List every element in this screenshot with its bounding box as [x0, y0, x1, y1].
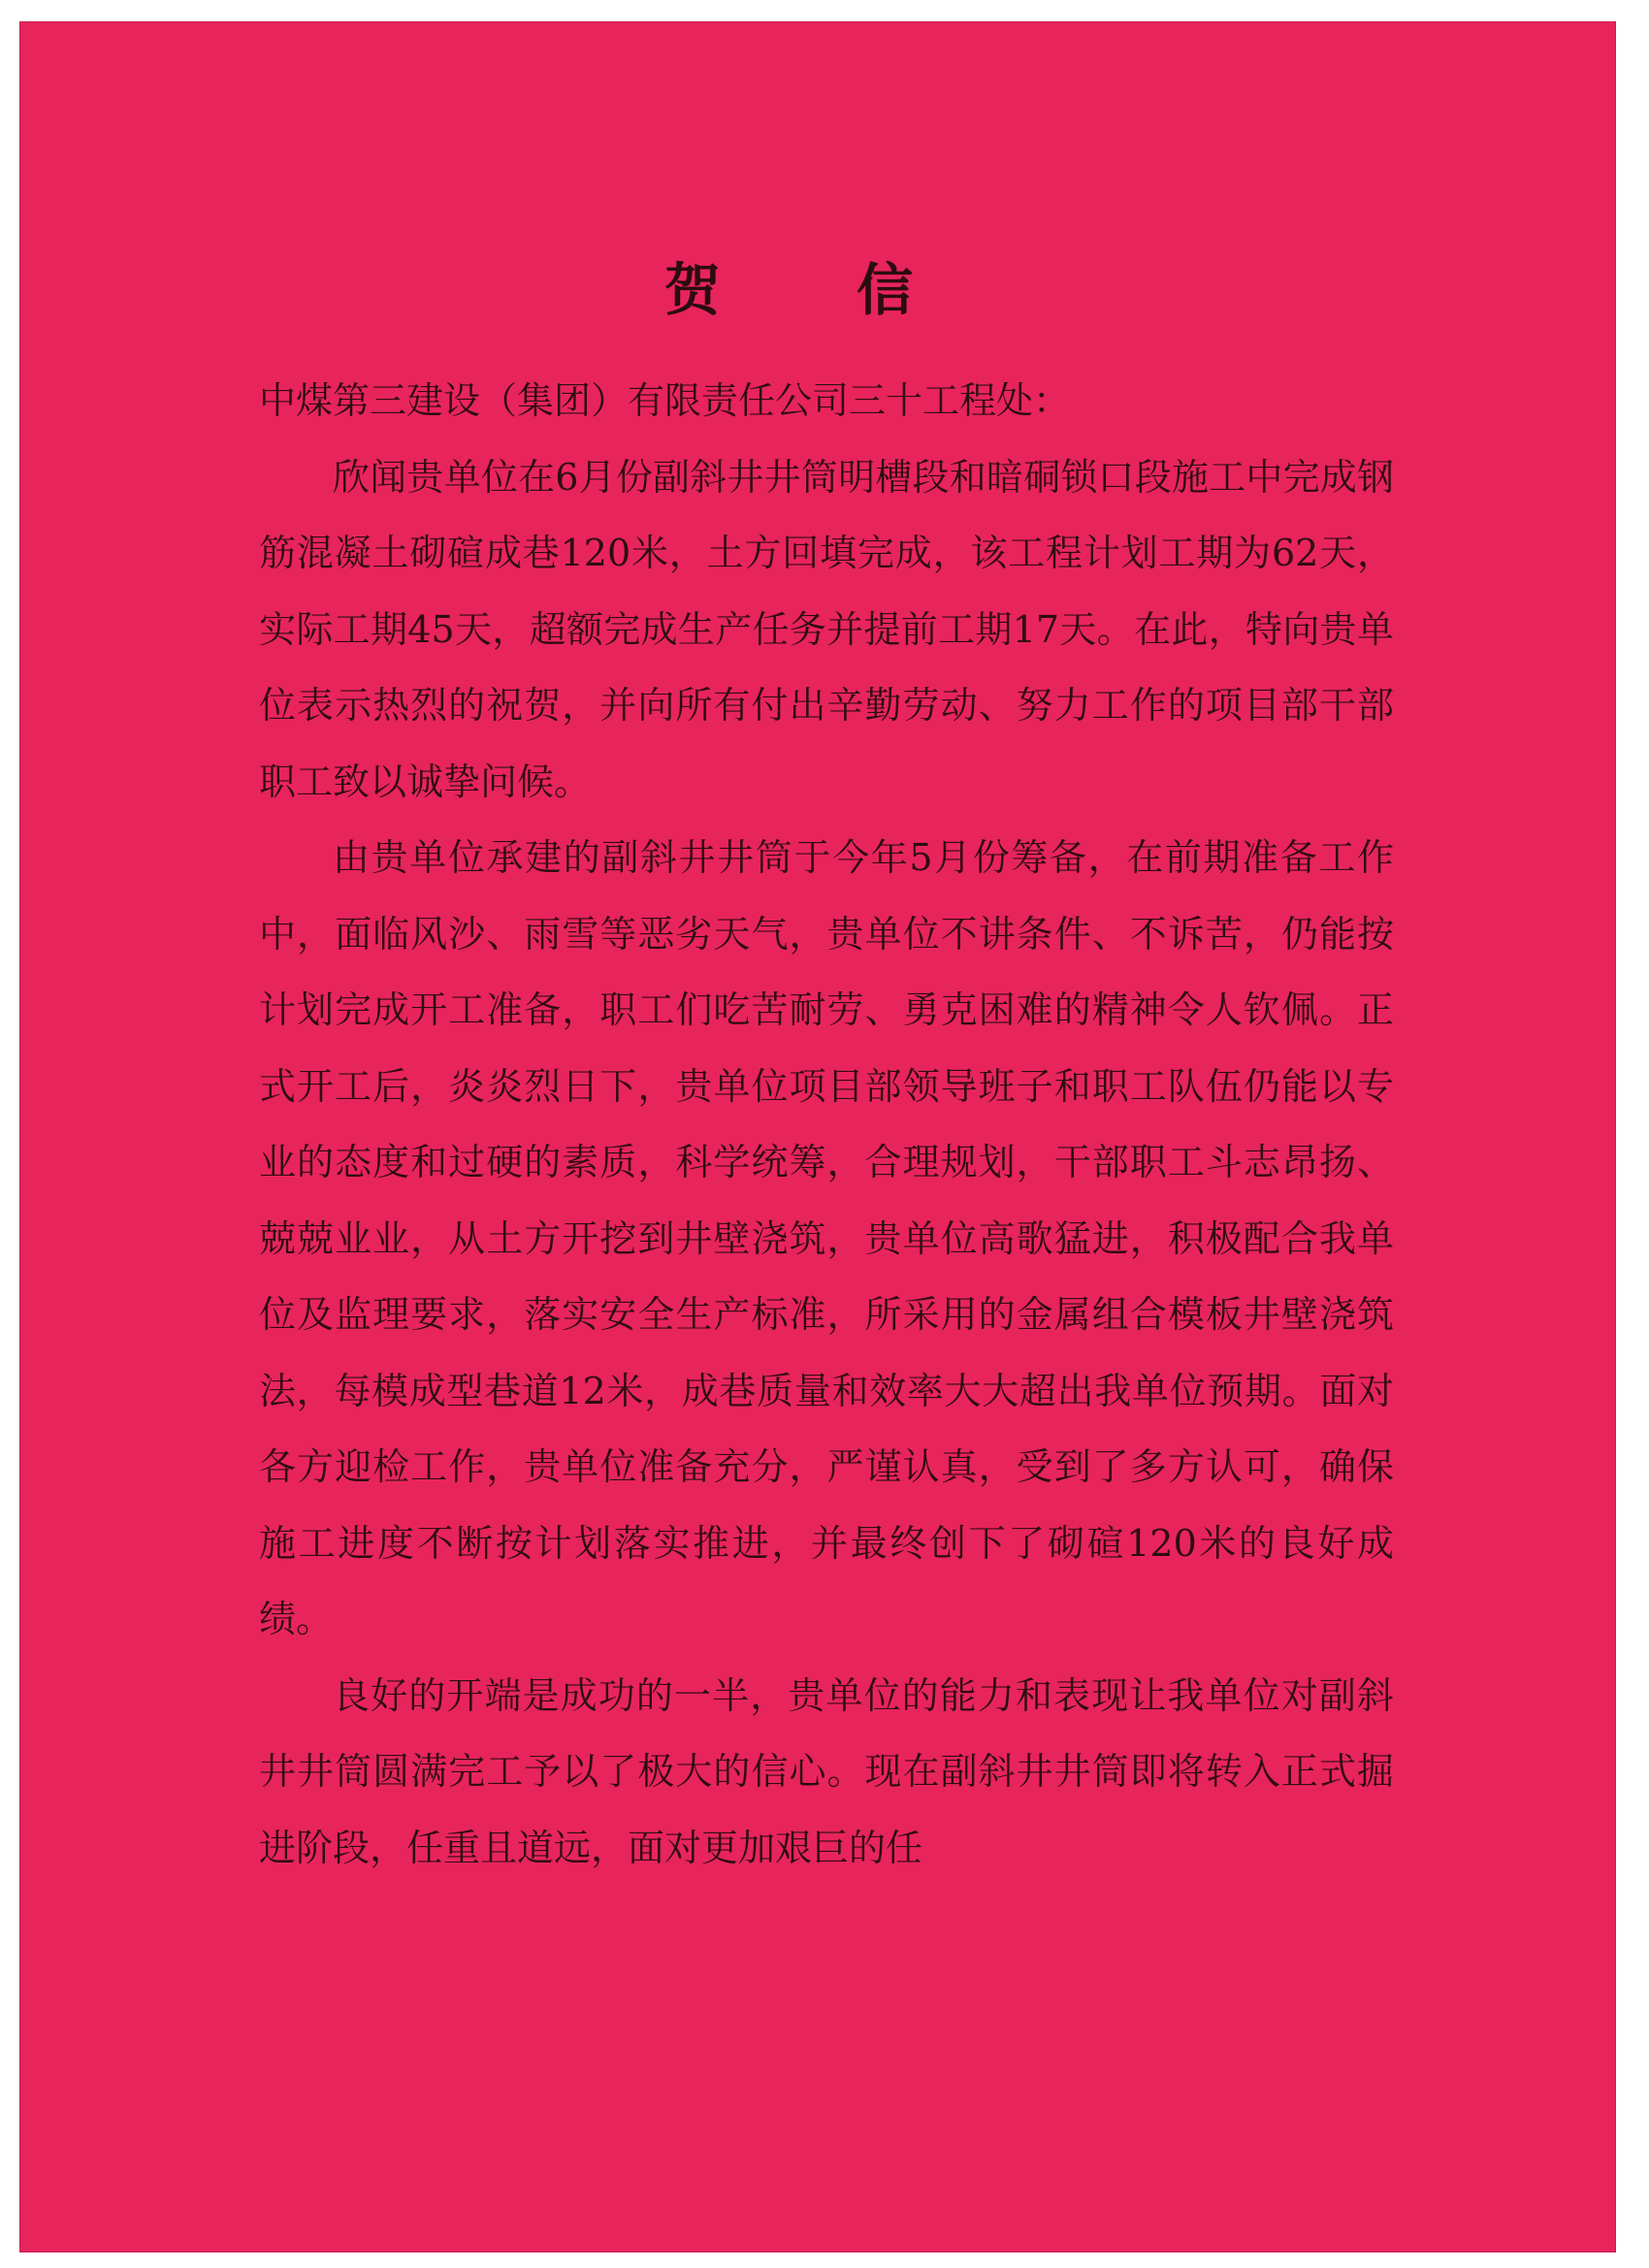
red-letter-sheet [19, 21, 1616, 2252]
letter-paragraph-1: 欣闻贵单位在6月份副斜井井筒明槽段和暗硐锁口段施工中完成钢筋混凝土砌碹成巷120米，土方回填完成，该工程计划工期为62天，实际工期45天，超额完成生产任务并提前工期17天。在此，特向贵单位表示热烈的祝贺，并向所有付出辛勤劳动、努力工作的项目部干部职工致以诚挚问候。 [259, 455, 1394, 803]
letter-title: 贺 信 [663, 257, 972, 323]
letter-paragraph-3: 良好的开端是成功的一半，贵单位的能力和表现让我单位对副斜井井筒圆满完工予以了极大的信心。现在副斜井井筒即将转入正式掘进阶段，任重且道远，面对更加艰巨的任 [259, 1673, 1394, 1869]
letter-paragraph-2: 由贵单位承建的副斜井井筒于今年5月份筹备，在前期准备工作中，面临风沙、雨雪等恶劣天气，贵单位不讲条件、不诉苦，仍能按计划完成开工准备，职工们吃苦耐劳、勇克困难的精神令人钦佩。正式开工后，炎炎烈日下，贵单位项目部领导班子和职工队伍仍能以专业的态度和过硬的素质，科学统筹，合理规划，干部职工斗志昂扬、兢兢业业，从土方开挖到井壁浇筑，贵单位高歌猛进，积极配合我单位及监理要求，落实安全生产标准，所采用的金属组合模板井壁浇筑法，每模成型巷道12米，成巷质量和效率大大超出我单位预期。面对各方迎检工作，贵单位准备充分，严谨认真，受到了多方认可，确保施工进度不断按计划落实推进，并最终创下了砌碹120米的良好成绩。 [259, 836, 1394, 1640]
letter-body [259, 363, 1394, 1886]
letter-salutation: 中煤第三建设（集团）有限责任公司三十工程处： [259, 379, 1071, 422]
